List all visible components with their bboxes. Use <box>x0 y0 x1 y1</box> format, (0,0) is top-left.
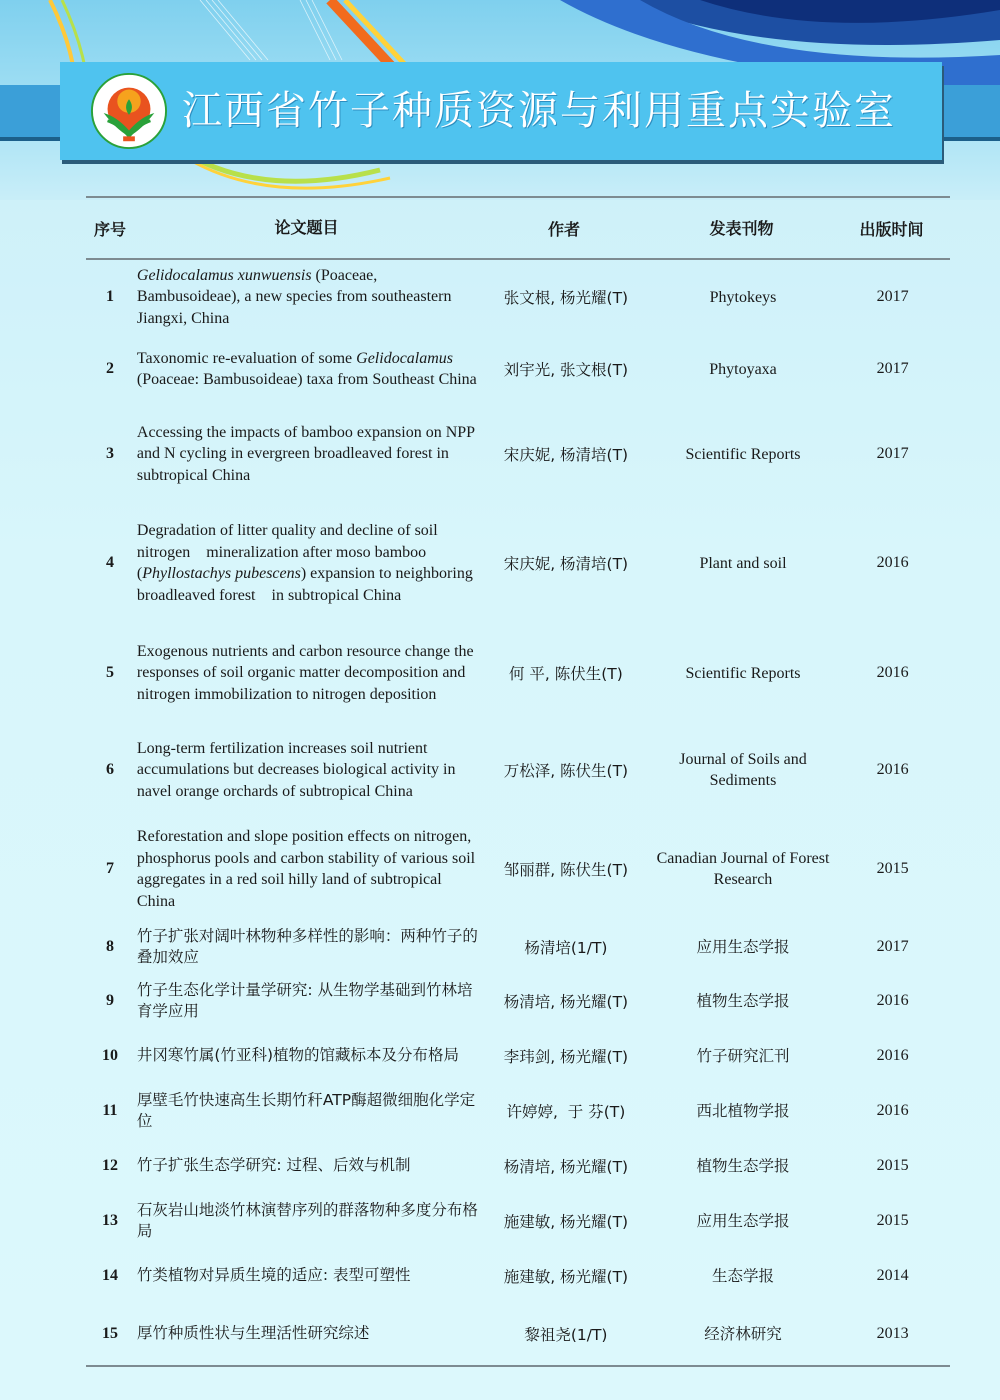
table-row <box>86 261 950 333</box>
paper-title: 厚壁毛竹快速高生长期竹秆ATP酶超微细胞化学定位 <box>136 1090 476 1130</box>
paper-journal: Journal of Soils and Sediments <box>679 751 807 789</box>
paper-year: 2014 <box>876 1267 909 1284</box>
paper-authors: 杨清培, 杨光耀(T) <box>503 993 629 1011</box>
row-number: 13 <box>101 1212 118 1229</box>
table-header-row <box>86 198 950 258</box>
paper-year: 2015 <box>876 1212 909 1229</box>
row-number: 5 <box>105 664 114 681</box>
row-number: 1 <box>105 288 114 305</box>
paper-title-italic: Gelidocalamus <box>356 349 454 367</box>
row-number: 12 <box>101 1157 118 1174</box>
table-header-rule <box>86 258 950 260</box>
row-number: 6 <box>105 761 114 778</box>
column-header-number: 序号 <box>93 219 126 239</box>
paper-title <box>134 348 481 391</box>
column-header-authors: 作者 <box>547 219 580 239</box>
paper-year: 2016 <box>876 664 909 681</box>
table-row <box>86 1193 950 1249</box>
paper-journal: 生态学报 <box>711 1266 774 1285</box>
paper-journal: 应用生态学报 <box>696 1211 790 1230</box>
university-logo <box>90 72 168 150</box>
table-row <box>86 1303 950 1365</box>
paper-journal: 应用生态学报 <box>696 937 790 956</box>
table-row <box>86 973 950 1029</box>
paper-journal: Canadian Journal of Forest Research <box>656 850 830 888</box>
row-number: 3 <box>105 445 114 462</box>
paper-year: 2016 <box>876 761 909 778</box>
row-number: 10 <box>101 1047 118 1064</box>
row-number: 7 <box>105 860 114 877</box>
paper-year: 2016 <box>876 992 909 1009</box>
paper-authors: 李玮剑, 杨光耀(T) <box>503 1048 629 1066</box>
paper-year: 2015 <box>876 1157 909 1174</box>
paper-title-text: Taxonomic re-evaluation of some <box>136 349 357 367</box>
table-row <box>86 921 950 973</box>
paper-journal: Scientific Reports <box>685 664 801 682</box>
row-number: 9 <box>105 992 114 1009</box>
paper-authors: 杨清培, 杨光耀(T) <box>503 1158 629 1176</box>
paper-title: 石灰岩山地淡竹林演替序列的群落物种多度分布格局 <box>136 1200 478 1240</box>
paper-authors: 宋庆妮, 杨清培(T) <box>503 555 629 573</box>
column-header-journal: 发表刊物 <box>709 218 774 238</box>
table-row <box>86 503 950 623</box>
paper-journal: 经济林研究 <box>704 1324 782 1343</box>
page-title: 江西省竹子种质资源与利用重点实验室 <box>182 88 896 134</box>
table-row <box>86 1083 950 1139</box>
table-row <box>86 1249 950 1303</box>
table-row <box>86 405 950 503</box>
row-number: 4 <box>105 554 114 571</box>
paper-journal: 植物生态学报 <box>696 1156 790 1175</box>
paper-title: 竹子生态化学计量学研究: 从生物学基础到竹林培育学应用 <box>136 980 473 1020</box>
publications-table <box>86 196 950 1367</box>
paper-authors: 刘宇光, 张文根(T) <box>503 361 629 379</box>
paper-authors: 张文根, 杨光耀(T) <box>503 289 629 307</box>
paper-journal: Phytokeys <box>709 288 777 306</box>
paper-title: 竹子扩张生态学研究: 过程、后效与机制 <box>136 1156 411 1175</box>
table-row <box>86 723 950 817</box>
paper-journal: 竹子研究汇刊 <box>696 1046 790 1065</box>
paper-title <box>134 520 481 606</box>
paper-title: Reforestation and slope position effects on nitrogen, phosphorus pools and carbon stability of various soil aggregates in a red soil hilly land of subtropical China <box>136 828 476 910</box>
paper-year: 2017 <box>876 445 909 462</box>
paper-title: Long-term fertilization increases soil nutrient accumulations but decreases biological activity in navel orange orchards of subtropical China <box>136 739 456 800</box>
paper-authors: 何 平, 陈伏生(T) <box>508 665 623 683</box>
paper-title: 井冈寒竹属(竹亚科)植物的馆藏标本及分布格局 <box>136 1046 459 1065</box>
table-row <box>86 1139 950 1193</box>
row-number: 15 <box>101 1325 118 1342</box>
table-row <box>86 333 950 405</box>
paper-journal: Plant and soil <box>699 554 787 572</box>
paper-year: 2017 <box>876 288 909 305</box>
paper-title: 竹子扩张对阔叶林物种多样性的影响：两种竹子的叠加效应 <box>136 926 478 966</box>
row-number: 2 <box>105 360 114 377</box>
paper-year: 2016 <box>876 554 909 571</box>
row-number: 14 <box>101 1267 118 1284</box>
column-header-year: 出版时间 <box>859 219 924 239</box>
paper-journal: Scientific Reports <box>685 445 801 463</box>
paper-authors: 黎祖尧(1/T) <box>524 1326 608 1344</box>
paper-title-text: ) expansion to neighboring broadleaved forest in subtropical China <box>136 565 477 604</box>
table-row <box>86 1029 950 1083</box>
paper-authors: 许婷婷, 于 芬(T) <box>506 1103 626 1121</box>
paper-authors: 邹丽群, 陈伏生(T) <box>503 861 629 879</box>
paper-authors: 施建敏, 杨光耀(T) <box>503 1268 629 1286</box>
paper-title-text: (Poaceae: Bambusoideae) taxa from Southeast China <box>136 371 477 388</box>
paper-year: 2015 <box>876 860 909 877</box>
row-number: 11 <box>102 1102 118 1119</box>
column-header-title: 论文题目 <box>274 218 339 238</box>
paper-title: Exogenous nutrients and carbon resource change the responses of soil organic matter decomposition and nitrogen immobilization to nitrogen deposition <box>136 642 474 703</box>
paper-title-text: Degradation of litter quality and decline of soil nitrogen mineralization after moso bamboo ( <box>136 522 442 582</box>
row-number: 8 <box>105 938 114 955</box>
paper-journal: Phytoyaxa <box>709 360 777 378</box>
paper-year: 2013 <box>876 1325 909 1342</box>
paper-year: 2016 <box>876 1102 909 1119</box>
paper-title: Accessing the impacts of bamboo expansion on NPP and N cycling in evergreen broadleaved forest in subtropical China <box>136 423 475 484</box>
paper-title: 竹类植物对异质生境的适应: 表型可塑性 <box>136 1266 411 1285</box>
paper-authors: 杨清培(1/T) <box>524 939 608 957</box>
paper-title-italic: Phyllostachys pubescens <box>142 565 301 582</box>
paper-journal: 西北植物学报 <box>696 1101 790 1120</box>
table-bottom-rule <box>86 1365 950 1367</box>
paper-journal: 植物生态学报 <box>696 991 790 1010</box>
paper-title-text: (Poaceae, Bambusoideae), a new species from southeastern Jiangxi, China <box>136 266 452 327</box>
paper-authors: 施建敏, 杨光耀(T) <box>503 1213 629 1231</box>
table-row <box>86 623 950 723</box>
paper-year: 2016 <box>876 1047 909 1064</box>
table-row <box>86 817 950 921</box>
paper-authors: 宋庆妮, 杨清培(T) <box>503 446 629 464</box>
paper-title <box>134 265 481 330</box>
paper-year: 2017 <box>876 938 909 955</box>
paper-title: 厚竹种质性状与生理活性研究综述 <box>136 1324 370 1343</box>
paper-title-italic: Gelidocalamus xunwuensis <box>136 266 312 284</box>
paper-authors: 万松泽, 陈伏生(T) <box>503 762 629 780</box>
title-banner <box>60 62 942 160</box>
paper-year: 2017 <box>876 360 909 377</box>
